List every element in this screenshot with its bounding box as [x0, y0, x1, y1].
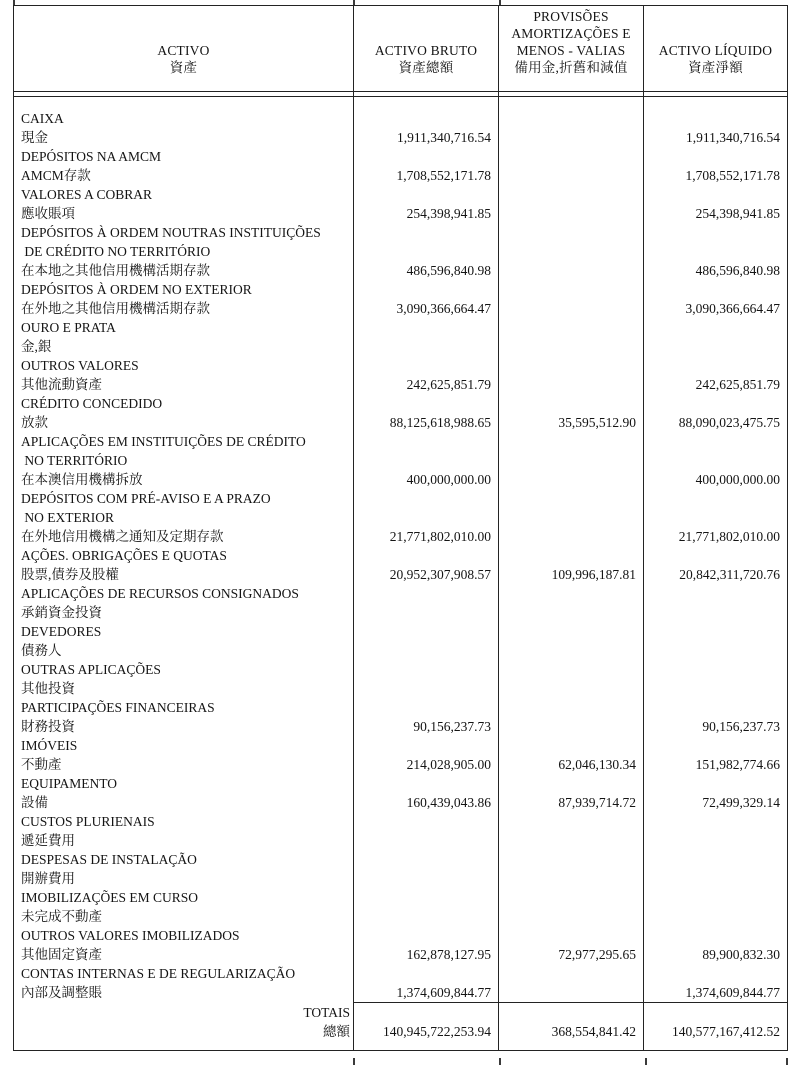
body-top-pad [499, 97, 644, 109]
item-label-zh: 開辦費用 [21, 871, 75, 886]
item-value-bruto: 254,398,941.85 [354, 185, 499, 223]
header-provisoes-pt-line1: PROVISÕES [533, 9, 609, 24]
item-label-cell [14, 926, 354, 964]
assets-grid [14, 6, 787, 1050]
item-label-cell [14, 280, 354, 318]
item-label-pt: AÇÕES. OBRIGAÇÕES E QUOTAS [21, 548, 227, 563]
item-value-bruto: 160,439,043.86 [354, 774, 499, 812]
item-value-bruto: 162,878,127.95 [354, 926, 499, 964]
header-cell-activo-liquido [644, 6, 787, 92]
item-label-pt: DEPÓSITOS NA AMCM [21, 149, 162, 164]
item-value-bruto [354, 888, 499, 926]
item-value-provisoes: 87,939,714.72 [499, 774, 644, 812]
item-value-provisoes [499, 812, 644, 850]
item-value-liquido: 72,499,329.14 [702, 795, 780, 810]
scan-rule-stub [645, 1058, 647, 1065]
item-label-pt: CONTAS INTERNAS E DE REGULARIZAÇÃO [21, 966, 296, 981]
item-value-provisoes [499, 356, 644, 394]
item-value-liquido [644, 850, 787, 888]
item-value-liquido: 242,625,851.79 [695, 377, 780, 392]
item-label-zh: 金,銀 [21, 339, 52, 354]
item-label-zh: 遞延費用 [21, 833, 75, 848]
item-value-liquido: 254,398,941.85 [695, 206, 780, 221]
totals-label-cell [14, 1002, 354, 1050]
item-label-cell [14, 584, 354, 622]
item-label-pt: OURO E PRATA [21, 320, 116, 335]
item-value-bruto: 90,156,237.73 [354, 698, 499, 736]
item-value-liquido [644, 584, 787, 622]
item-label-cell [14, 774, 354, 812]
header-provisoes-zh: 備用金,折舊和減值 [514, 60, 628, 75]
item-label-pt: OUTRAS APLICAÇÕES [21, 662, 161, 677]
header-cell-activo-bruto [354, 6, 499, 92]
body-top-pad [354, 97, 499, 109]
item-value-provisoes [499, 280, 644, 318]
item-value-liquido: 400,000,000.00 [695, 472, 780, 487]
item-label-zh: 債務人 [21, 643, 62, 658]
item-value-liquido: 88,090,023,475.75 [678, 415, 780, 430]
item-label-cell [14, 964, 354, 1002]
header-activo-pt: ACTIVO [157, 43, 210, 58]
body-top-pad [14, 97, 354, 109]
header-activo-liquido-pt: ACTIVO LÍQUIDO [658, 43, 773, 58]
item-label-zh: 設備 [21, 795, 48, 810]
item-label-zh: 其他固定資產 [21, 947, 102, 962]
item-value-bruto: 1,374,609,844.77 [354, 964, 499, 1002]
item-label-pt: DESPESAS DE INSTALAÇÃO [21, 852, 197, 867]
item-value-bruto [354, 850, 499, 888]
item-value-provisoes [499, 964, 644, 1002]
item-value-provisoes [499, 622, 644, 660]
item-label-zh: 在本地之其他信用機構活期存款 [21, 263, 210, 278]
item-label-pt: CAIXA [21, 111, 64, 126]
totals-value-provisoes: 368,554,841.42 [499, 1002, 644, 1050]
body-top-pad [644, 97, 787, 109]
item-value-provisoes [499, 850, 644, 888]
item-value-bruto: 88,125,618,988.65 [354, 394, 499, 432]
item-value-liquido: 89,900,832.30 [702, 947, 780, 962]
item-label-cell [14, 736, 354, 774]
item-label-pt: NO TERRITÓRIO [21, 453, 128, 468]
item-value-bruto: 1,708,552,171.78 [354, 147, 499, 185]
header-cell-provisoes [499, 6, 644, 92]
item-value-liquido: 1,374,609,844.77 [685, 985, 780, 1000]
item-label-zh: 未完成不動產 [21, 909, 102, 924]
item-label-pt: IMÓVEIS [21, 738, 78, 753]
item-value-provisoes [499, 185, 644, 223]
item-label-zh: 承銷資金投資 [21, 605, 102, 620]
header-provisoes-pt-line3: MENOS - VALIAS [516, 43, 626, 58]
item-label-zh: AMCM存款 [21, 168, 91, 183]
totals-value-liquido: 140,577,167,412.52 [644, 1002, 787, 1050]
item-label-pt: DEPÓSITOS À ORDEM NOUTRAS INSTITUIÇÕES [21, 225, 321, 240]
item-label-zh: 現金 [21, 130, 48, 145]
item-value-provisoes [499, 432, 644, 489]
item-label-zh: 在外地信用機構之通知及定期存款 [21, 529, 224, 544]
item-label-cell [14, 489, 354, 546]
item-label-pt: VALORES A COBRAR [21, 187, 153, 202]
item-value-liquido: 3,090,366,664.47 [685, 301, 780, 316]
item-value-liquido [644, 318, 787, 356]
item-value-bruto: 400,000,000.00 [354, 432, 499, 489]
item-label-cell [14, 147, 354, 185]
item-label-zh: 股票,債券及股權 [21, 567, 119, 582]
item-label-pt: OUTROS VALORES [21, 358, 139, 373]
item-label-pt: DEPÓSITOS COM PRÉ-AVISO E A PRAZO [21, 491, 271, 506]
item-label-cell [14, 185, 354, 223]
header-activo-bruto-pt: ACTIVO BRUTO [374, 43, 478, 58]
item-label-cell [14, 432, 354, 489]
scan-rule-stub [499, 1058, 501, 1065]
item-label-cell [14, 356, 354, 394]
item-label-cell [14, 223, 354, 280]
item-label-zh: 其他流動資產 [21, 377, 102, 392]
item-label-zh: 內部及調整賬 [21, 985, 102, 1000]
header-cell-activo [14, 6, 354, 92]
item-label-cell [14, 850, 354, 888]
item-value-liquido [644, 660, 787, 698]
item-label-cell [14, 394, 354, 432]
item-label-cell [14, 546, 354, 584]
scan-rule-stub [786, 1058, 788, 1065]
item-value-bruto: 1,911,340,716.54 [354, 109, 499, 147]
item-value-provisoes [499, 660, 644, 698]
item-label-pt: DE CRÉDITO NO TERRITÓRIO [21, 244, 211, 259]
header-activo-zh: 資產 [169, 60, 198, 75]
item-value-liquido [644, 622, 787, 660]
item-value-bruto: 214,028,905.00 [354, 736, 499, 774]
item-label-cell [14, 318, 354, 356]
item-label-zh: 在本澳信用機構拆放 [21, 472, 143, 487]
item-label-cell [14, 622, 354, 660]
item-value-bruto [354, 622, 499, 660]
item-label-cell [14, 698, 354, 736]
item-value-bruto [354, 584, 499, 622]
item-value-provisoes [499, 698, 644, 736]
item-label-zh: 在外地之其他信用機構活期存款 [21, 301, 210, 316]
totals-label-zh: 總額 [323, 1024, 350, 1039]
item-value-provisoes [499, 109, 644, 147]
totals-value-bruto: 140,945,722,253.94 [354, 1002, 499, 1050]
item-value-bruto: 21,771,802,010.00 [354, 489, 499, 546]
item-label-zh: 其他投資 [21, 681, 75, 696]
item-label-pt: OUTROS VALORES IMOBILIZADOS [21, 928, 240, 943]
item-value-liquido: 1,911,340,716.54 [686, 130, 780, 145]
item-label-pt: APLICAÇÕES DE RECURSOS CONSIGNADOS [21, 586, 299, 601]
item-label-cell [14, 660, 354, 698]
header-provisoes-pt-line2: AMORTIZAÇÕES E [511, 26, 631, 41]
item-label-cell [14, 812, 354, 850]
item-value-bruto: 20,952,307,908.57 [354, 546, 499, 584]
item-value-liquido: 151,982,774.66 [695, 757, 780, 772]
item-label-pt: NO EXTERIOR [21, 510, 114, 525]
item-label-zh: 不動產 [21, 757, 62, 772]
item-value-provisoes [499, 223, 644, 280]
item-label-cell [14, 109, 354, 147]
item-label-zh: 應收賬項 [21, 206, 75, 221]
item-value-provisoes: 72,977,295.65 [499, 926, 644, 964]
item-value-provisoes [499, 318, 644, 356]
item-value-bruto: 3,090,366,664.47 [354, 280, 499, 318]
item-value-provisoes: 35,595,512.90 [499, 394, 644, 432]
item-value-liquido: 21,771,802,010.00 [678, 529, 780, 544]
item-label-zh: 財務投資 [21, 719, 75, 734]
item-value-liquido [644, 812, 787, 850]
assets-balance-table [13, 5, 788, 1051]
item-value-liquido: 486,596,840.98 [695, 263, 780, 278]
item-label-zh: 放款 [21, 415, 48, 430]
item-label-pt: DEPÓSITOS À ORDEM NO EXTERIOR [21, 282, 252, 297]
item-value-provisoes [499, 888, 644, 926]
item-label-pt: DEVEDORES [21, 624, 102, 639]
item-label-pt: IMOBILIZAÇÕES EM CURSO [21, 890, 199, 905]
item-label-pt: CRÉDITO CONCEDIDO [21, 396, 163, 411]
item-label-pt: PARTICIPAÇÕES FINANCEIRAS [21, 700, 215, 715]
item-value-liquido: 20,842,311,720.76 [679, 567, 780, 582]
header-activo-liquido-zh: 資產淨額 [688, 60, 743, 75]
item-value-provisoes [499, 489, 644, 546]
scan-rule-stub [353, 1058, 355, 1065]
item-value-bruto: 486,596,840.98 [354, 223, 499, 280]
item-value-liquido: 1,708,552,171.78 [685, 168, 780, 183]
totals-label-pt: TOTAIS [303, 1005, 350, 1020]
item-value-liquido: 90,156,237.73 [702, 719, 780, 734]
item-label-pt: APLICAÇÕES EM INSTITUIÇÕES DE CRÉDITO [21, 434, 306, 449]
header-activo-bruto-zh: 資產總額 [398, 60, 454, 75]
item-label-pt: CUSTOS PLURIENAIS [21, 814, 155, 829]
item-value-provisoes [499, 147, 644, 185]
item-value-provisoes [499, 584, 644, 622]
item-label-pt: EQUIPAMENTO [21, 776, 118, 791]
item-value-bruto [354, 812, 499, 850]
item-value-bruto [354, 318, 499, 356]
item-value-liquido [644, 888, 787, 926]
item-value-provisoes: 109,996,187.81 [499, 546, 644, 584]
item-label-cell [14, 888, 354, 926]
item-value-provisoes: 62,046,130.34 [499, 736, 644, 774]
item-value-bruto [354, 660, 499, 698]
item-value-bruto: 242,625,851.79 [354, 356, 499, 394]
